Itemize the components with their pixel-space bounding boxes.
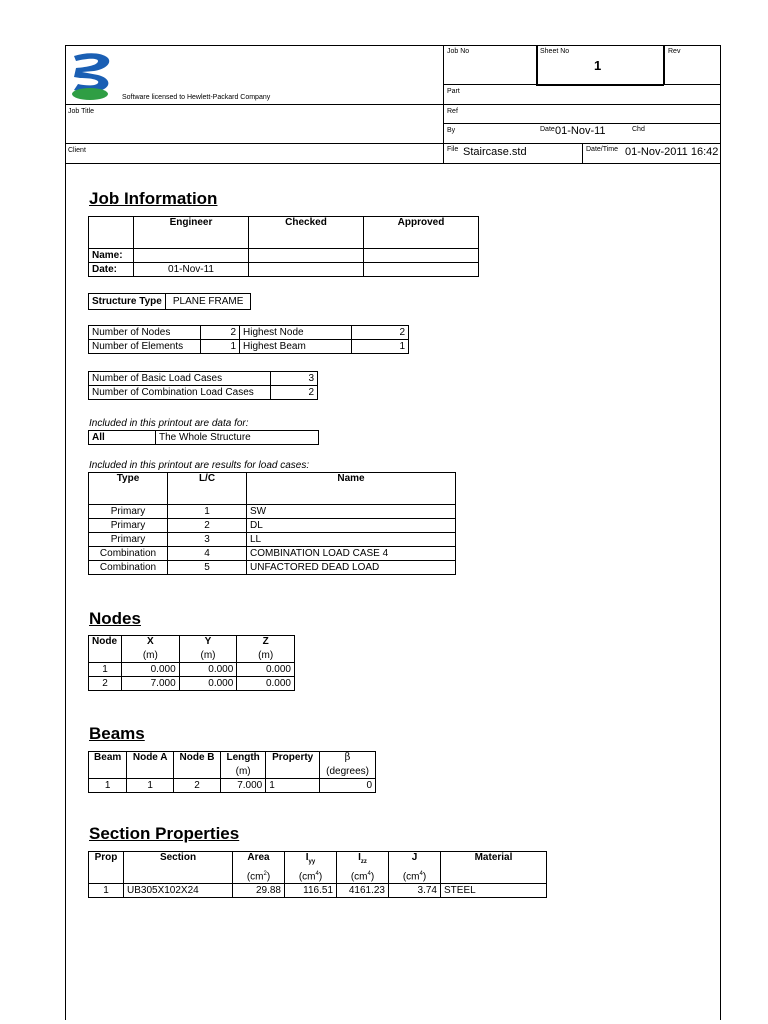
elements-count-value: 1	[201, 340, 240, 354]
load-case-counts-table	[88, 371, 318, 400]
nodes-table	[88, 635, 295, 691]
col-y: Y	[179, 636, 237, 650]
table-row	[89, 533, 456, 547]
basic-lc-label: Number of Basic Load Cases	[89, 372, 271, 386]
cell-x: 0.000	[122, 663, 180, 677]
cell-izz: 4161.23	[337, 884, 389, 898]
all-label: All	[89, 431, 156, 445]
col-z: Z	[237, 636, 295, 650]
cell-lc: 1	[168, 505, 247, 519]
sections-title: Section Properties	[89, 824, 240, 843]
structure-type-label: Structure Type	[89, 294, 166, 310]
col-type: Type	[89, 473, 168, 505]
job-no-label: Job No	[447, 48, 470, 55]
col-length: Length	[221, 752, 266, 766]
table-row	[89, 561, 456, 575]
nodes-title: Nodes	[89, 609, 141, 628]
cell-type: Primary	[89, 533, 168, 547]
table-row	[89, 505, 456, 519]
header-divider	[65, 104, 721, 105]
col-beam: Beam	[89, 752, 127, 779]
structure-type-value: PLANE FRAME	[165, 294, 251, 310]
part-label: Part	[447, 88, 460, 95]
table-row	[89, 663, 295, 677]
col-engineer: Engineer	[134, 217, 249, 249]
col-checked: Checked	[249, 217, 364, 249]
table-row	[89, 519, 456, 533]
chd-label: Chd	[632, 126, 645, 133]
datetime-value: 01-Nov-2011 16:42	[625, 146, 719, 158]
col-material: Material	[441, 852, 547, 884]
header-divider	[65, 163, 721, 164]
job-info-corner	[89, 217, 134, 249]
ref-label: Ref	[447, 108, 458, 115]
file-label: File	[447, 146, 459, 153]
cell-prop: 1	[89, 884, 124, 898]
company-logo	[68, 50, 120, 102]
col-area: Area	[233, 852, 285, 869]
header-divider	[65, 143, 721, 144]
col-node-a: Node A	[127, 752, 174, 779]
elements-count-label: Number of Elements	[89, 340, 201, 354]
table-row	[89, 779, 376, 793]
nodes-count-label: Number of Nodes	[89, 326, 201, 340]
cell-type: Primary	[89, 519, 168, 533]
licence-text: Software licensed to Hewlett-Packard Company	[122, 94, 271, 101]
cell-lc: 3	[168, 533, 247, 547]
job-title-label: Job Title	[68, 108, 95, 115]
col-x: X	[122, 636, 180, 650]
cell-beam: 1	[89, 779, 127, 793]
cell-z: 0.000	[237, 677, 295, 691]
cell-x: 7.000	[122, 677, 180, 691]
client-label: Client	[68, 147, 86, 154]
cell-property: 1	[266, 779, 320, 793]
unit-length: (m)	[221, 765, 266, 779]
engineer-date: 01-Nov-11	[134, 263, 249, 277]
checked-date	[249, 263, 364, 277]
cell-beta: 0	[320, 779, 376, 793]
unit-iyy: $(cm^4)$	[285, 868, 337, 884]
cell-j: 3.74	[389, 884, 441, 898]
sheet-no-box	[663, 45, 665, 85]
cell-y: 0.000	[179, 677, 237, 691]
highest-beam-value: 1	[352, 340, 409, 354]
header-divider	[443, 45, 444, 163]
header-divider	[582, 143, 583, 163]
cell-node: 2	[89, 677, 122, 691]
col-izz: $I_{zz}$	[337, 852, 389, 869]
counts-table	[88, 325, 409, 354]
data-for-table	[88, 430, 319, 445]
cell-y: 0.000	[179, 663, 237, 677]
col-j: J	[389, 852, 441, 869]
cell-type: Combination	[89, 561, 168, 575]
cell-area: 29.88	[233, 884, 285, 898]
highest-beam-label: Highest Beam	[240, 340, 352, 354]
cell-section: UB305X102X24	[124, 884, 233, 898]
cell-node-a: 1	[127, 779, 174, 793]
all-value: The Whole Structure	[156, 431, 319, 445]
col-node: Node	[89, 636, 122, 663]
sections-table	[88, 851, 547, 898]
unit-izz: $(cm^4)$	[337, 868, 389, 884]
unit-x: (m)	[122, 649, 180, 663]
date-row-label: Date:	[89, 263, 134, 277]
unit-beta: (degrees)	[320, 765, 376, 779]
col-iyy: $I_{yy}$	[285, 852, 337, 869]
job-info-title: Job Information	[89, 189, 218, 208]
cell-node: 1	[89, 663, 122, 677]
cell-length: 7.000	[221, 779, 266, 793]
cell-iyy: 116.51	[285, 884, 337, 898]
cell-lc: 4	[168, 547, 247, 561]
cell-name: LL	[247, 533, 456, 547]
table-row	[89, 884, 547, 898]
col-node-b: Node B	[174, 752, 221, 779]
cell-type: Primary	[89, 505, 168, 519]
file-value: Staircase.std	[463, 146, 527, 158]
date-label: Date	[540, 126, 555, 133]
highest-node-value: 2	[352, 326, 409, 340]
header-divider	[443, 123, 721, 124]
col-lc: L/C	[168, 473, 247, 505]
structure-type-table	[88, 293, 251, 310]
cell-name: COMBINATION LOAD CASE 4	[247, 547, 456, 561]
unit-j: $(cm^4)$	[389, 868, 441, 884]
highest-node-label: Highest Node	[240, 326, 352, 340]
cell-z: 0.000	[237, 663, 295, 677]
sheet-no-box	[536, 45, 538, 85]
cell-lc: 2	[168, 519, 247, 533]
cell-lc: 5	[168, 561, 247, 575]
engineer-name	[134, 249, 249, 263]
unit-area: $(cm^2)$	[233, 868, 285, 884]
comb-lc-label: Number of Combination Load Cases	[89, 386, 271, 400]
nodes-count-value: 2	[201, 326, 240, 340]
sheet-no-label: Sheet No	[540, 48, 570, 55]
sheet-no-box	[536, 84, 664, 86]
checked-name	[249, 249, 364, 263]
sheet-no-value: 1	[594, 58, 602, 73]
col-name: Name	[247, 473, 456, 505]
col-approved: Approved	[364, 217, 479, 249]
job-info-table	[88, 216, 479, 277]
comb-lc-value: 2	[271, 386, 318, 400]
approved-date	[364, 263, 479, 277]
results-caption: Included in this printout are results for load cases:	[89, 460, 310, 471]
cell-material: STEEL	[441, 884, 547, 898]
table-row	[89, 547, 456, 561]
name-row-label: Name:	[89, 249, 134, 263]
col-property: Property	[266, 752, 320, 779]
approved-name	[364, 249, 479, 263]
beams-title: Beams	[89, 724, 145, 743]
col-section: Section	[124, 852, 233, 884]
cell-name: UNFACTORED DEAD LOAD	[247, 561, 456, 575]
unit-y: (m)	[179, 649, 237, 663]
beams-table	[88, 751, 376, 793]
cell-type: Combination	[89, 547, 168, 561]
col-beta: β	[320, 752, 376, 766]
col-prop: Prop	[89, 852, 124, 884]
data-for-caption: Included in this printout are data for:	[89, 418, 249, 429]
rev-label: Rev	[668, 48, 681, 55]
by-label: By	[447, 127, 456, 134]
basic-lc-value: 3	[271, 372, 318, 386]
cell-name: SW	[247, 505, 456, 519]
date-value: 01-Nov-11	[555, 125, 606, 137]
table-row	[89, 677, 295, 691]
unit-z: (m)	[237, 649, 295, 663]
load-cases-table	[88, 472, 456, 575]
cell-node-b: 2	[174, 779, 221, 793]
cell-name: DL	[247, 519, 456, 533]
datetime-label: Date/Time	[586, 146, 619, 153]
